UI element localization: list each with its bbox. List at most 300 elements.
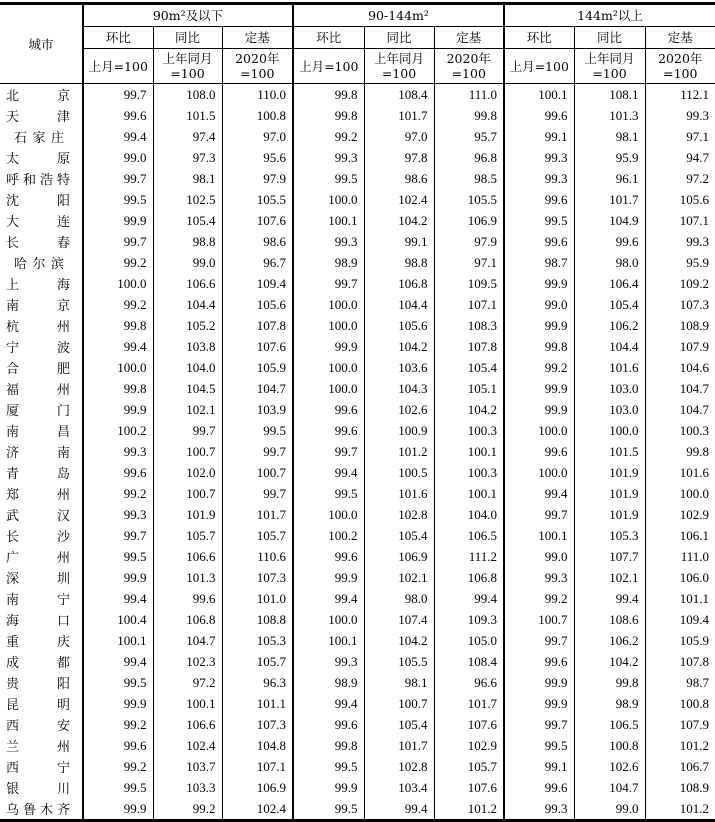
index-value-cell: 99.2 [504, 357, 574, 378]
base-period-header: 2020年=100 [434, 49, 504, 84]
city-name: 兰州 [6, 740, 70, 755]
index-value-cell: 100.7 [222, 462, 293, 483]
base-period-header: 上月=100 [504, 49, 574, 84]
index-value-cell: 106.0 [645, 567, 715, 588]
index-value-cell: 99.7 [293, 441, 364, 462]
index-value-cell: 105.2 [153, 315, 222, 336]
index-value-cell: 99.9 [83, 567, 153, 588]
index-value-cell: 104.2 [574, 651, 645, 672]
city-cell [0, 252, 83, 273]
index-value-cell: 106.9 [434, 210, 504, 231]
index-value-cell: 101.9 [574, 462, 645, 483]
index-value-cell: 99.9 [504, 693, 574, 714]
index-value-cell: 105.9 [645, 630, 715, 651]
table-row [0, 105, 715, 126]
table-row [0, 336, 715, 357]
index-value-cell: 99.5 [222, 420, 293, 441]
index-value-cell: 104.4 [153, 294, 222, 315]
index-value-cell: 105.7 [222, 525, 293, 546]
index-value-cell: 99.2 [83, 756, 153, 777]
index-value-cell: 99.3 [504, 147, 574, 168]
index-value-cell: 97.1 [645, 126, 715, 147]
index-value-cell: 100.9 [364, 420, 434, 441]
index-value-cell: 101.3 [153, 567, 222, 588]
index-value-cell: 101.3 [574, 105, 645, 126]
city-cell [0, 231, 83, 252]
index-type-header: 定基 [645, 27, 715, 49]
index-value-cell: 104.0 [434, 504, 504, 525]
index-type-header: 定基 [222, 27, 293, 49]
index-value-cell: 99.5 [83, 777, 153, 798]
index-value-cell: 99.9 [504, 315, 574, 336]
index-value-cell: 100.0 [293, 357, 364, 378]
index-value-cell: 99.4 [83, 588, 153, 609]
index-value-cell: 99.5 [83, 672, 153, 693]
city-cell [0, 336, 83, 357]
index-value-cell: 99.4 [574, 588, 645, 609]
index-value-cell: 100.0 [293, 294, 364, 315]
table-row [0, 546, 715, 567]
index-value-cell: 109.3 [434, 609, 504, 630]
index-value-cell: 101.5 [574, 441, 645, 462]
index-value-cell: 109.2 [645, 273, 715, 294]
city-name: 西宁 [6, 761, 70, 776]
index-value-cell: 104.8 [222, 735, 293, 756]
table-row [0, 315, 715, 336]
city-cell [0, 462, 83, 483]
table-row [0, 714, 715, 735]
index-value-cell: 104.9 [574, 210, 645, 231]
index-value-cell: 100.8 [574, 735, 645, 756]
table-row [0, 567, 715, 588]
table-row [0, 756, 715, 777]
index-value-cell: 99.8 [574, 672, 645, 693]
index-value-cell: 106.8 [153, 609, 222, 630]
index-value-cell: 110.0 [222, 84, 293, 106]
index-value-cell: 99.6 [504, 777, 574, 798]
index-value-cell: 98.6 [222, 231, 293, 252]
city-name: 重庆 [6, 635, 70, 650]
table-row [0, 189, 715, 210]
index-value-cell: 99.9 [293, 336, 364, 357]
index-value-cell: 100.0 [645, 483, 715, 504]
index-value-cell: 104.7 [574, 777, 645, 798]
index-value-cell: 99.3 [504, 798, 574, 821]
index-value-cell: 107.3 [222, 567, 293, 588]
index-value-cell: 105.5 [434, 189, 504, 210]
index-value-cell: 96.7 [222, 252, 293, 273]
index-value-cell: 99.0 [153, 252, 222, 273]
index-value-cell: 107.8 [222, 315, 293, 336]
index-value-cell: 100.7 [153, 441, 222, 462]
index-value-cell: 99.3 [293, 651, 364, 672]
city-name: 呼和浩特 [6, 173, 70, 188]
index-value-cell: 97.8 [364, 147, 434, 168]
index-value-cell: 96.1 [574, 168, 645, 189]
index-value-cell: 101.0 [222, 588, 293, 609]
index-value-cell: 105.5 [222, 189, 293, 210]
index-value-cell: 99.8 [434, 105, 504, 126]
index-value-cell: 105.7 [434, 756, 504, 777]
index-value-cell: 102.8 [364, 504, 434, 525]
index-value-cell: 99.2 [153, 798, 222, 821]
index-value-cell: 106.1 [645, 525, 715, 546]
header-row-index-type [0, 27, 715, 49]
index-value-cell: 99.6 [293, 714, 364, 735]
city-cell [0, 126, 83, 147]
index-value-cell: 99.0 [504, 546, 574, 567]
city-cell [0, 441, 83, 462]
table-row [0, 126, 715, 147]
index-value-cell: 99.8 [293, 735, 364, 756]
index-value-cell: 98.7 [645, 672, 715, 693]
base-period-header: 2020年=100 [222, 49, 293, 84]
city-cell [0, 567, 83, 588]
index-value-cell: 108.9 [645, 315, 715, 336]
table-row [0, 672, 715, 693]
index-value-cell: 104.6 [645, 357, 715, 378]
index-value-cell: 99.5 [293, 168, 364, 189]
index-value-cell: 111.0 [645, 546, 715, 567]
index-value-cell: 99.0 [83, 147, 153, 168]
index-value-cell: 99.5 [293, 756, 364, 777]
index-value-cell: 100.3 [434, 420, 504, 441]
index-value-cell: 105.4 [574, 294, 645, 315]
index-value-cell: 99.8 [504, 336, 574, 357]
index-value-cell: 100.3 [645, 420, 715, 441]
index-value-cell: 98.1 [364, 672, 434, 693]
index-value-cell: 100.1 [293, 210, 364, 231]
index-value-cell: 104.7 [645, 378, 715, 399]
index-value-cell: 98.0 [364, 588, 434, 609]
index-value-cell: 100.1 [83, 630, 153, 651]
index-value-cell: 99.5 [293, 798, 364, 821]
index-value-cell: 99.6 [574, 231, 645, 252]
city-cell [0, 672, 83, 693]
table-row [0, 483, 715, 504]
table-row [0, 252, 715, 273]
index-value-cell: 105.1 [434, 378, 504, 399]
index-value-cell: 101.6 [645, 462, 715, 483]
index-value-cell: 100.7 [364, 693, 434, 714]
index-value-cell: 99.6 [153, 588, 222, 609]
table-row [0, 588, 715, 609]
header-row-groups [0, 4, 715, 27]
index-value-cell: 105.4 [153, 210, 222, 231]
index-value-cell: 107.6 [434, 777, 504, 798]
index-value-cell: 105.3 [222, 630, 293, 651]
index-value-cell: 104.7 [153, 630, 222, 651]
index-value-cell: 99.2 [504, 588, 574, 609]
index-value-cell: 100.3 [434, 462, 504, 483]
index-value-cell: 110.6 [222, 546, 293, 567]
index-value-cell: 108.4 [364, 84, 434, 106]
index-value-cell: 99.7 [293, 273, 364, 294]
index-value-cell: 99.8 [83, 315, 153, 336]
index-value-cell: 99.9 [83, 693, 153, 714]
index-value-cell: 99.8 [293, 105, 364, 126]
city-name: 宁波 [6, 341, 70, 356]
index-value-cell: 107.7 [574, 546, 645, 567]
city-name: 海口 [6, 614, 70, 629]
index-value-cell: 99.8 [645, 441, 715, 462]
index-value-cell: 99.9 [83, 798, 153, 821]
index-value-cell: 99.6 [83, 462, 153, 483]
city-name: 厦门 [6, 404, 70, 419]
index-value-cell: 98.9 [293, 672, 364, 693]
index-value-cell: 101.7 [574, 189, 645, 210]
index-value-cell: 107.1 [222, 756, 293, 777]
index-value-cell: 101.2 [364, 441, 434, 462]
index-value-cell: 99.7 [153, 420, 222, 441]
index-value-cell: 100.4 [83, 609, 153, 630]
index-value-cell: 99.6 [504, 189, 574, 210]
index-value-cell: 102.8 [364, 756, 434, 777]
index-value-cell: 106.9 [364, 546, 434, 567]
index-value-cell: 102.9 [645, 504, 715, 525]
index-value-cell: 105.7 [153, 525, 222, 546]
index-value-cell: 102.4 [153, 735, 222, 756]
index-value-cell: 99.4 [364, 798, 434, 821]
header-row-base [0, 49, 715, 84]
city-cell [0, 357, 83, 378]
city-cell [0, 399, 83, 420]
city-cell [0, 420, 83, 441]
size-group-header: 90m²及以下 [83, 4, 293, 27]
index-value-cell: 106.5 [574, 714, 645, 735]
index-value-cell: 96.8 [434, 147, 504, 168]
city-name: 贵阳 [6, 677, 70, 692]
index-value-cell: 99.7 [504, 714, 574, 735]
index-type-header: 同比 [153, 27, 222, 49]
index-value-cell: 103.7 [153, 756, 222, 777]
base-period-header: 上月=100 [83, 49, 153, 84]
index-value-cell: 99.7 [83, 84, 153, 106]
index-value-cell: 108.8 [222, 609, 293, 630]
table-row [0, 798, 715, 821]
index-value-cell: 99.4 [83, 336, 153, 357]
index-value-cell: 105.4 [434, 357, 504, 378]
index-value-cell: 99.7 [222, 441, 293, 462]
index-value-cell: 100.0 [504, 462, 574, 483]
city-cell [0, 294, 83, 315]
index-value-cell: 99.2 [83, 714, 153, 735]
index-value-cell: 98.0 [574, 252, 645, 273]
city-cell [0, 483, 83, 504]
city-name: 大连 [6, 215, 70, 230]
index-value-cell: 111.2 [434, 546, 504, 567]
table-row [0, 651, 715, 672]
index-value-cell: 101.2 [645, 798, 715, 821]
city-cell [0, 210, 83, 231]
index-type-header: 同比 [364, 27, 434, 49]
index-value-cell: 99.7 [83, 168, 153, 189]
index-value-cell: 101.9 [153, 504, 222, 525]
city-cell [0, 168, 83, 189]
index-value-cell: 100.1 [504, 84, 574, 106]
table-row [0, 357, 715, 378]
index-value-cell: 99.4 [83, 126, 153, 147]
index-value-cell: 101.1 [222, 693, 293, 714]
index-value-cell: 102.6 [364, 399, 434, 420]
index-value-cell: 102.1 [574, 567, 645, 588]
index-value-cell: 99.9 [504, 273, 574, 294]
index-value-cell: 100.0 [83, 357, 153, 378]
index-value-cell: 99.9 [83, 210, 153, 231]
index-value-cell: 107.4 [364, 609, 434, 630]
base-period-header: 上年同月=100 [364, 49, 434, 84]
index-value-cell: 97.1 [434, 252, 504, 273]
table-row [0, 420, 715, 441]
table-row [0, 147, 715, 168]
index-value-cell: 97.3 [153, 147, 222, 168]
index-value-cell: 99.6 [293, 546, 364, 567]
index-value-cell: 99.0 [504, 294, 574, 315]
index-value-cell: 99.4 [434, 588, 504, 609]
index-value-cell: 105.6 [222, 294, 293, 315]
index-value-cell: 99.9 [293, 777, 364, 798]
index-value-cell: 99.6 [504, 651, 574, 672]
index-value-cell: 95.9 [645, 252, 715, 273]
index-value-cell: 99.3 [83, 441, 153, 462]
index-value-cell: 104.3 [364, 378, 434, 399]
index-type-header: 环比 [504, 27, 574, 49]
index-value-cell: 109.5 [434, 273, 504, 294]
index-value-cell: 102.3 [153, 651, 222, 672]
index-value-cell: 99.6 [293, 399, 364, 420]
index-value-cell: 99.4 [504, 483, 574, 504]
index-value-cell: 99.8 [83, 378, 153, 399]
index-value-cell: 99.3 [293, 147, 364, 168]
index-value-cell: 108.0 [153, 84, 222, 106]
index-value-cell: 101.9 [574, 504, 645, 525]
index-value-cell: 108.1 [574, 84, 645, 106]
index-value-cell: 100.0 [293, 378, 364, 399]
city-name: 沈阳 [6, 194, 70, 209]
index-value-cell: 104.2 [364, 630, 434, 651]
city-name: 长沙 [6, 530, 70, 545]
index-value-cell: 99.9 [504, 399, 574, 420]
city-name: 南宁 [6, 593, 70, 608]
index-value-cell: 103.6 [364, 357, 434, 378]
city-name: 哈尔滨 [14, 257, 64, 272]
index-value-cell: 103.0 [574, 378, 645, 399]
index-value-cell: 101.7 [222, 504, 293, 525]
index-value-cell: 106.6 [153, 714, 222, 735]
index-value-cell: 94.7 [645, 147, 715, 168]
index-value-cell: 99.6 [504, 441, 574, 462]
index-value-cell: 100.1 [434, 441, 504, 462]
index-value-cell: 101.6 [574, 357, 645, 378]
index-value-cell: 104.2 [364, 210, 434, 231]
index-value-cell: 99.4 [293, 462, 364, 483]
index-value-cell: 100.7 [153, 483, 222, 504]
index-value-cell: 98.9 [574, 693, 645, 714]
table-row [0, 693, 715, 714]
table-row [0, 399, 715, 420]
index-value-cell: 108.6 [574, 609, 645, 630]
index-value-cell: 97.0 [364, 126, 434, 147]
table-row [0, 609, 715, 630]
index-value-cell: 106.8 [434, 567, 504, 588]
index-value-cell: 96.6 [434, 672, 504, 693]
city-cell [0, 546, 83, 567]
index-value-cell: 107.6 [434, 714, 504, 735]
index-value-cell: 101.2 [434, 798, 504, 821]
index-value-cell: 101.7 [434, 693, 504, 714]
index-value-cell: 102.4 [222, 798, 293, 821]
index-value-cell: 107.1 [434, 294, 504, 315]
index-value-cell: 99.6 [83, 105, 153, 126]
index-value-cell: 99.7 [222, 483, 293, 504]
index-value-cell: 112.1 [645, 84, 715, 106]
index-value-cell: 106.6 [153, 273, 222, 294]
index-value-cell: 99.7 [83, 525, 153, 546]
index-value-cell: 99.2 [83, 294, 153, 315]
index-value-cell: 104.4 [364, 294, 434, 315]
city-name: 深圳 [6, 572, 70, 587]
table-row [0, 630, 715, 651]
index-value-cell: 99.4 [293, 588, 364, 609]
index-value-cell: 103.9 [222, 399, 293, 420]
city-name: 成都 [6, 656, 70, 671]
table-row [0, 378, 715, 399]
table-row [0, 168, 715, 189]
table-row [0, 462, 715, 483]
index-value-cell: 97.2 [153, 672, 222, 693]
index-value-cell: 102.9 [434, 735, 504, 756]
index-value-cell: 99.3 [645, 105, 715, 126]
index-value-cell: 102.5 [153, 189, 222, 210]
index-value-cell: 103.3 [153, 777, 222, 798]
index-value-cell: 109.4 [222, 273, 293, 294]
index-value-cell: 102.1 [153, 399, 222, 420]
city-cell [0, 630, 83, 651]
index-value-cell: 101.7 [364, 105, 434, 126]
city-name: 福州 [6, 383, 70, 398]
index-value-cell: 100.1 [153, 693, 222, 714]
city-name: 杭州 [6, 320, 70, 335]
index-value-cell: 100.5 [364, 462, 434, 483]
index-value-cell: 105.3 [574, 525, 645, 546]
index-value-cell: 99.5 [83, 189, 153, 210]
index-value-cell: 95.7 [434, 126, 504, 147]
base-period-header: 上年同月=100 [574, 49, 645, 84]
city-name: 天津 [6, 110, 70, 125]
index-value-cell: 97.0 [222, 126, 293, 147]
index-value-cell: 99.5 [83, 546, 153, 567]
city-name: 南昌 [6, 425, 70, 440]
index-value-cell: 107.8 [434, 336, 504, 357]
city-column-header: 城市 [0, 4, 83, 84]
index-value-cell: 101.5 [153, 105, 222, 126]
city-cell [0, 777, 83, 798]
index-value-cell: 100.1 [504, 525, 574, 546]
index-value-cell: 99.3 [504, 168, 574, 189]
city-cell [0, 735, 83, 756]
index-value-cell: 95.9 [574, 147, 645, 168]
index-value-cell: 99.3 [293, 231, 364, 252]
index-value-cell: 100.1 [434, 483, 504, 504]
index-value-cell: 107.9 [645, 714, 715, 735]
index-value-cell: 98.6 [364, 168, 434, 189]
index-value-cell: 101.2 [645, 735, 715, 756]
index-value-cell: 105.6 [364, 315, 434, 336]
index-value-cell: 105.7 [222, 651, 293, 672]
table-row [0, 735, 715, 756]
index-value-cell: 106.7 [645, 756, 715, 777]
index-value-cell: 99.1 [504, 756, 574, 777]
